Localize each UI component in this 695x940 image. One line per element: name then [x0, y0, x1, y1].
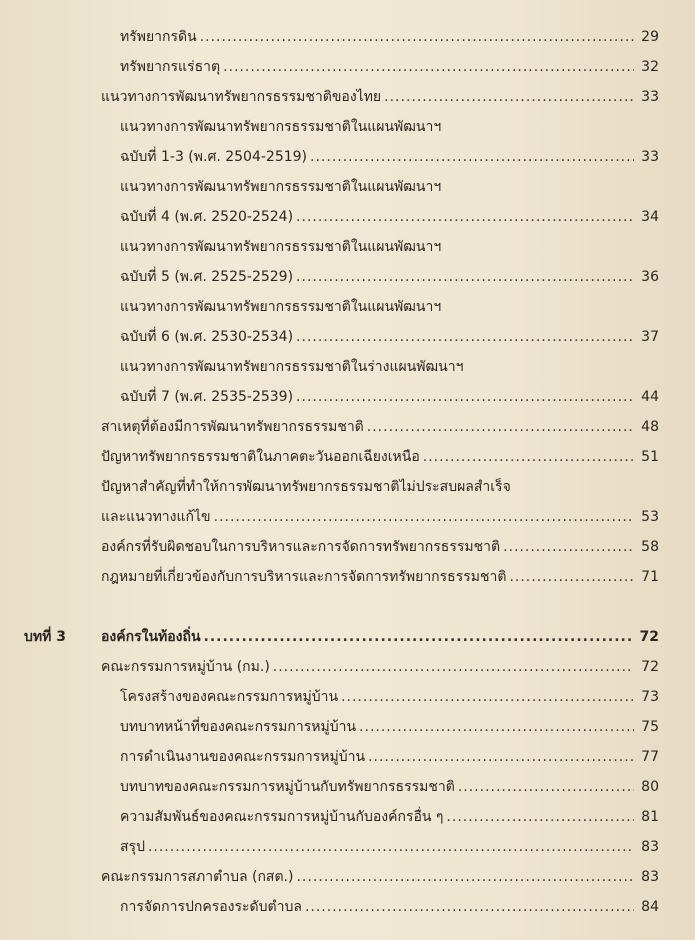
chapter-page: 72: [639, 629, 659, 645]
toc-entry-page: 53: [641, 509, 659, 525]
toc-entry-text: ความสัมพันธ์ของคณะกรรมการหมู่บ้านกับองค์กรอื่น ๆ: [120, 809, 444, 825]
toc-entry: [0, 328, 695, 346]
toc-entry: [0, 508, 695, 526]
toc-entry-page: 32: [641, 59, 659, 75]
leader-dots: [148, 838, 634, 856]
toc-entry-line: [0, 178, 695, 196]
toc-entry: [0, 778, 695, 796]
leader-dots: [503, 538, 634, 556]
toc-entry-page: 83: [641, 839, 659, 855]
leader-dots: [223, 58, 634, 76]
toc-entry-line: [0, 478, 695, 496]
toc-entry-text: ฉบับที่ 1-3 (พ.ศ. 2504-2519): [120, 149, 308, 165]
leader-dots: [305, 898, 634, 916]
toc-entry-page: 81: [641, 809, 659, 825]
toc-entry: [0, 688, 695, 706]
toc-entry-text: ทรัพยากรดิน: [120, 29, 197, 45]
leader-dots: [509, 568, 634, 586]
toc-entry-text: บทบาทของคณะกรรมการหมู่บ้านกับทรัพยากรธรรมชาติ: [120, 779, 455, 795]
leader-dots: [200, 28, 634, 46]
toc-entry-page: 48: [641, 419, 659, 435]
leader-dots: [341, 688, 634, 706]
toc-entry: [0, 538, 695, 556]
chapter-heading: [0, 628, 695, 646]
leader-dots: [446, 808, 634, 826]
toc-entry-page: 37: [641, 329, 659, 345]
toc-entry-text: ปัญหาสำคัญที่ทำให้การพัฒนาทรัพยากรธรรมชาติไม่ประสบผลสำเร็จ: [101, 479, 511, 495]
leader-dots: [296, 208, 634, 226]
toc-entry-text: องค์กรที่รับผิดชอบในการบริหารและการจัดการทรัพยากรธรรมชาติ: [101, 539, 501, 555]
toc-entry: [0, 838, 695, 856]
toc-entry: [0, 148, 695, 166]
toc-entry-text: แนวทางการพัฒนาทรัพยากรธรรมชาติในแผนพัฒนาฯ: [120, 239, 442, 255]
toc-entry: [0, 208, 695, 226]
toc-entry: [0, 268, 695, 286]
toc-entry: [0, 808, 695, 826]
leader-dots: [359, 718, 634, 736]
toc-entry-page: 58: [641, 539, 659, 555]
leader-dots: [296, 268, 634, 286]
toc-entry-page: 77: [641, 749, 659, 765]
toc-entry-text: และแนวทางแก้ไข: [101, 509, 211, 525]
toc-entry-text: คณะกรรมการสภาตำบล (กสต.): [101, 869, 294, 885]
toc-entry-text: บทบาทหน้าที่ของคณะกรรมการหมู่บ้าน: [120, 719, 357, 735]
leader-dots: [310, 148, 634, 166]
toc-entry-page: 33: [641, 149, 659, 165]
leader-dots: [214, 508, 634, 526]
toc-entry: [0, 748, 695, 766]
leader-dots: [296, 388, 634, 406]
leader-dots: [296, 328, 634, 346]
toc-entry-text: ฉบับที่ 4 (พ.ศ. 2520-2524): [120, 209, 294, 225]
toc-entry-text: แนวทางการพัฒนาทรัพยากรธรรมชาติของไทย: [101, 89, 382, 105]
toc-entry: [0, 28, 695, 46]
toc-entry-page: 34: [641, 209, 659, 225]
toc-entry-text: สาเหตุที่ต้องมีการพัฒนาทรัพยากรธรรมชาติ: [101, 419, 364, 435]
toc-entry-text: ฉบับที่ 7 (พ.ศ. 2535-2539): [120, 389, 294, 405]
toc-entry-text: คณะกรรมการหมู่บ้าน (กม.): [101, 659, 270, 675]
toc-entry-text: ฉบับที่ 5 (พ.ศ. 2525-2529): [120, 269, 294, 285]
toc-entry-page: 33: [641, 89, 659, 105]
toc-entry-text: แนวทางการพัฒนาทรัพยากรธรรมชาติในร่างแผนพัฒนาฯ: [120, 359, 464, 375]
leader-dots: [368, 748, 634, 766]
toc-entry-line: [0, 238, 695, 256]
toc-entry-text: แนวทางการพัฒนาทรัพยากรธรรมชาติในแผนพัฒนาฯ: [120, 179, 442, 195]
toc-entry-page: 75: [641, 719, 659, 735]
leader-dots: [204, 628, 634, 646]
toc-entry-page: 84: [641, 899, 659, 915]
toc-entry-text: กฎหมายที่เกี่ยวข้องกับการบริหารและการจัดการทรัพยากรธรรมชาติ: [101, 569, 507, 585]
toc-entry-text: แนวทางการพัฒนาทรัพยากรธรรมชาติในแผนพัฒนาฯ: [120, 119, 442, 135]
chapter-title: องค์กรในท้องถิ่น: [101, 629, 201, 645]
toc-entry-text: การจัดการปกครองระดับตำบล: [120, 899, 302, 915]
chapter-label: บทที่ 3: [24, 629, 66, 645]
toc-entry: [0, 898, 695, 916]
leader-dots: [367, 418, 634, 436]
toc-entry-text: การดำเนินงานของคณะกรรมการหมู่บ้าน: [120, 749, 366, 765]
leader-dots: [296, 868, 634, 886]
toc-entry-text: ปัญหาทรัพยากรธรรมชาติในภาคตะวันออกเฉียงเหนือ: [101, 449, 420, 465]
toc-entry-line: [0, 118, 695, 136]
toc-entry: [0, 88, 695, 106]
toc-entry-text: โครงสร้างของคณะกรรมการหมู่บ้าน: [120, 689, 339, 705]
toc-entry-page: 29: [641, 29, 659, 45]
toc-entry: [0, 58, 695, 76]
toc-entry: [0, 868, 695, 886]
toc-entry-text: ทรัพยากรแร่ธาตุ: [120, 59, 221, 75]
toc-entry-line: [0, 298, 695, 316]
toc-entry: [0, 388, 695, 406]
toc-entry-page: 71: [641, 569, 659, 585]
toc-entry: [0, 418, 695, 436]
toc-entry-page: 44: [641, 389, 659, 405]
leader-dots: [423, 448, 634, 466]
leader-dots: [273, 658, 634, 676]
leader-dots: [458, 778, 634, 796]
toc-entry-page: 36: [641, 269, 659, 285]
toc-entry: [0, 658, 695, 676]
toc-entry-text: ฉบับที่ 6 (พ.ศ. 2530-2534): [120, 329, 294, 345]
toc-entry: [0, 718, 695, 736]
toc-entry-page: 73: [641, 689, 659, 705]
toc-entry-page: 80: [641, 779, 659, 795]
toc-entry-page: 83: [641, 869, 659, 885]
toc-entry-page: 51: [641, 449, 659, 465]
toc-entry-page: 72: [641, 659, 659, 675]
toc-entry: [0, 448, 695, 466]
toc-entry-line: [0, 358, 695, 376]
toc-entry-text: แนวทางการพัฒนาทรัพยากรธรรมชาติในแผนพัฒนาฯ: [120, 299, 442, 315]
toc-entry-text: สรุป: [120, 839, 145, 855]
toc-entry: [0, 568, 695, 586]
leader-dots: [384, 88, 634, 106]
